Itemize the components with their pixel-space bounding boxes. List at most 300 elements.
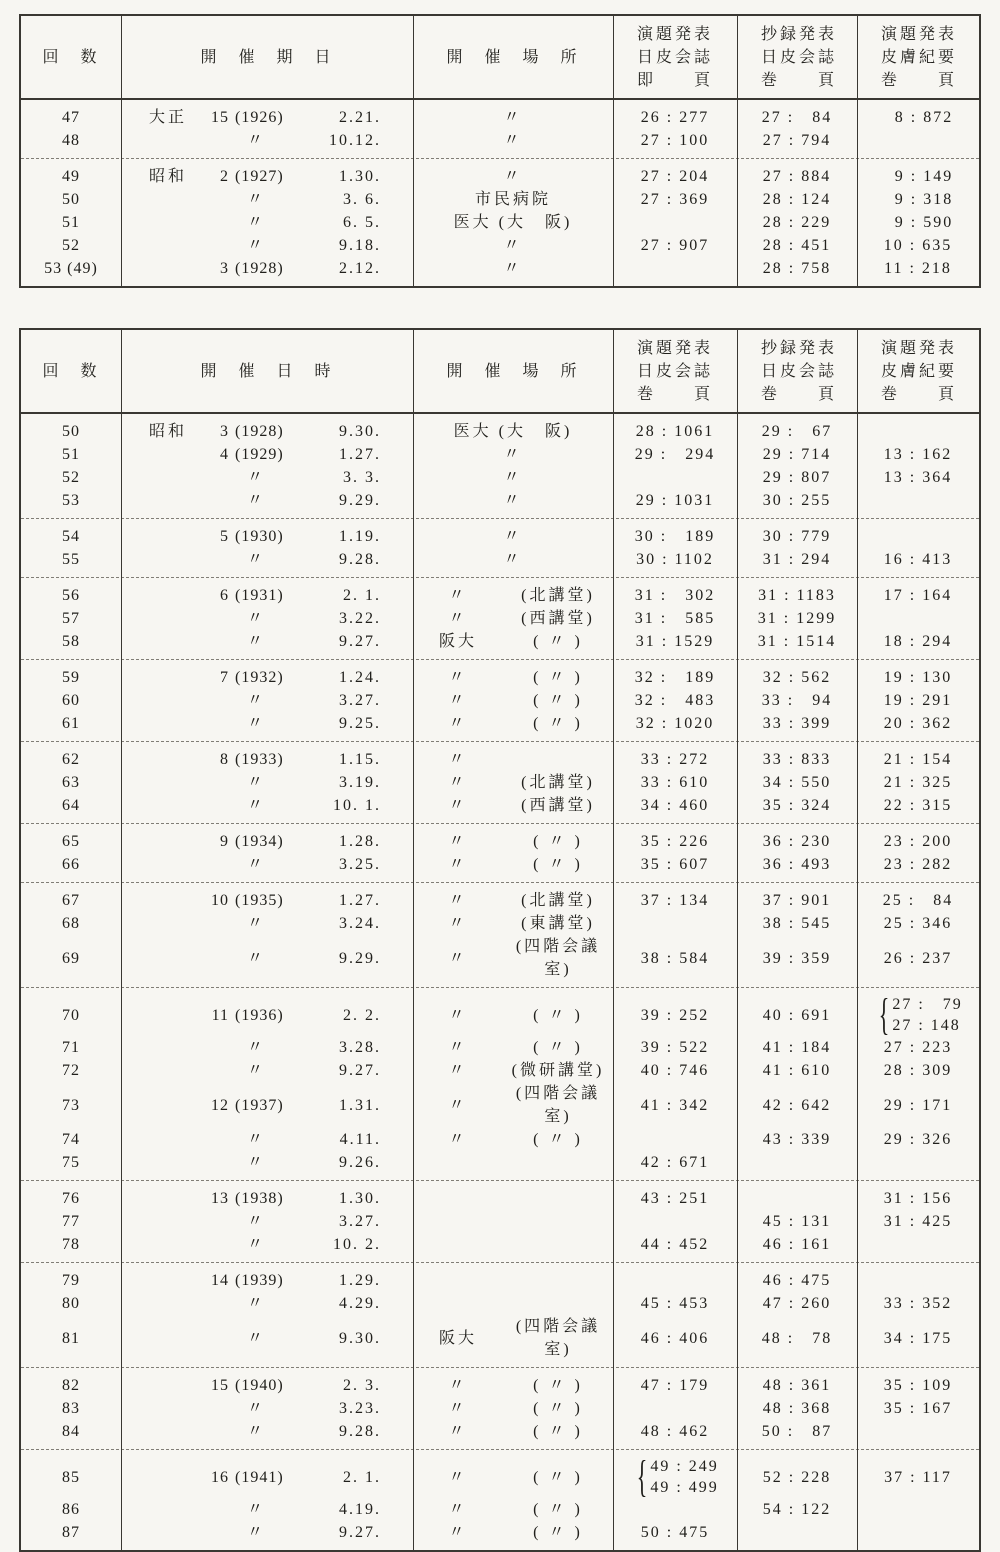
page-ref: 46 : 161 — [762, 1236, 832, 1253]
venue-mark: 阪大 — [438, 1329, 477, 1347]
cell-endai-hifukiyo — [857, 990, 979, 1040]
cell-date — [121, 584, 413, 607]
header-label: 皮膚紀要 — [881, 48, 958, 66]
cell-endai-hifukiyo — [857, 607, 979, 630]
page-ref: 43 : 251 — [640, 1190, 710, 1207]
cell-endai-nisshi — [613, 830, 737, 853]
date-value: 6. 5. — [337, 214, 381, 231]
year-paren: 〃 — [247, 1039, 264, 1056]
page-ref: 34 : 550 — [762, 774, 832, 791]
venue-hall: (四階会議室) — [515, 1318, 601, 1358]
year-paren: (1941) — [235, 1468, 284, 1486]
venue-mark: 〃 — [448, 1423, 468, 1440]
cell-endai-nisshi — [613, 1420, 737, 1443]
page-ref: 49 : 249 — [650, 1458, 719, 1475]
cell-endai-hifukiyo — [857, 1187, 979, 1210]
date-value: 1.28. — [333, 833, 381, 850]
page-ref: 48 : 78 — [761, 1329, 833, 1347]
meeting-number: 60 — [62, 692, 80, 709]
cell-endai-nisshi — [613, 257, 737, 280]
cell-date — [121, 1397, 413, 1420]
cell-date — [121, 1521, 413, 1544]
cell-endai-hifukiyo — [857, 630, 979, 653]
cell-endai-nisshi — [613, 1498, 737, 1521]
meeting-number: 84 — [62, 1423, 80, 1440]
cell-endai-nisshi — [613, 748, 737, 771]
cell-venue — [413, 1151, 613, 1174]
page-ref: 41 : 610 — [762, 1062, 832, 1079]
page-ref: 38 : 584 — [640, 949, 710, 967]
header-label: 抄録発表 — [761, 25, 838, 43]
date-value: 2. 1. — [337, 587, 381, 604]
header-c6 — [857, 16, 979, 98]
venue-text: 〃 — [503, 551, 523, 568]
page-ref: 27 : 100 — [640, 132, 710, 149]
column-rule — [121, 330, 122, 1550]
cell-venue — [413, 712, 613, 735]
page-ref: 31 : 302 — [634, 587, 716, 604]
cell-no — [21, 548, 121, 571]
cell-endai-hifukiyo — [857, 257, 979, 280]
header-c1 — [21, 16, 121, 98]
meeting-number: 79 — [62, 1272, 80, 1289]
era-label: 昭和 — [149, 423, 188, 440]
page-ref: 16 : 413 — [883, 551, 953, 568]
meeting-number: 69 — [62, 949, 80, 967]
cell-no — [21, 748, 121, 771]
cell-no — [21, 889, 121, 912]
cell-endai-nisshi — [613, 1452, 737, 1502]
cell-date — [121, 912, 413, 935]
page-ref: 32 : 1020 — [635, 715, 715, 732]
cell-no — [21, 1456, 121, 1498]
cell-venue — [413, 584, 613, 607]
year-paren: 〃 — [247, 1295, 264, 1312]
cell-no — [21, 584, 121, 607]
venue-text: 医大 (大 阪) — [453, 423, 573, 440]
page-ref: 31 : 585 — [634, 610, 716, 627]
cell-no — [21, 1521, 121, 1544]
cell-no — [21, 106, 121, 129]
page-ref: 9 : 590 — [882, 214, 954, 231]
page-ref: 42 : 671 — [640, 1154, 710, 1171]
cell-venue — [413, 1233, 613, 1256]
cell-endai-nisshi — [613, 1036, 737, 1059]
cell-date — [121, 466, 413, 489]
page-ref: 41 : 342 — [640, 1096, 710, 1114]
year-paren: 〃 — [247, 915, 264, 932]
cell-shoroku-nisshi — [737, 935, 857, 981]
venue-mark: 〃 — [448, 1062, 468, 1079]
date-value: 10. 2. — [333, 1236, 381, 1253]
page-ref: 32 : 189 — [634, 669, 716, 686]
cell-endai-nisshi — [613, 666, 737, 689]
row-group — [21, 987, 979, 1180]
cell-venue — [413, 420, 613, 443]
header-c3 — [413, 16, 613, 98]
page-ref: 32 : 483 — [634, 692, 716, 709]
header-label: 開 催 期 日 — [200, 48, 334, 66]
cell-endai-nisshi — [613, 607, 737, 630]
cell-date — [121, 1036, 413, 1059]
row-group — [21, 518, 979, 577]
meeting-number: 78 — [62, 1236, 80, 1253]
cell-endai-nisshi — [613, 889, 737, 912]
cell-endai-nisshi — [613, 1059, 737, 1082]
header-label: 日皮会誌 — [637, 362, 714, 380]
cell-venue — [413, 1498, 613, 1521]
venue-mark: 〃 — [448, 1377, 468, 1394]
cell-endai-nisshi — [613, 1233, 737, 1256]
year-number: 13 — [211, 1190, 229, 1207]
date-value: 3.22. — [333, 610, 381, 627]
venue-mark: 〃 — [448, 587, 468, 604]
page-ref: 47 : 260 — [762, 1295, 832, 1312]
cell-no — [21, 794, 121, 817]
page-ref: 33 : 94 — [761, 692, 833, 709]
cell-shoroku-nisshi — [737, 1082, 857, 1128]
page-ref: 26 : 277 — [640, 109, 710, 126]
page-ref: 40 : 746 — [640, 1062, 710, 1079]
year-paren: (1938) — [235, 1190, 284, 1207]
year-number: 11 — [211, 1006, 229, 1024]
cell-shoroku-nisshi — [737, 689, 857, 712]
cell-endai-hifukiyo — [857, 466, 979, 489]
page-ref: 27 : 223 — [883, 1039, 953, 1056]
cell-endai-nisshi — [613, 1082, 737, 1128]
cell-endai-hifukiyo — [857, 689, 979, 712]
cell-date — [121, 1151, 413, 1174]
page-ref: 21 : 154 — [883, 751, 953, 768]
cell-no — [21, 689, 121, 712]
year-paren: 〃 — [247, 237, 264, 254]
cell-shoroku-nisshi — [737, 548, 857, 571]
date-value: 2.21. — [333, 109, 381, 126]
cell-no — [21, 489, 121, 512]
cell-no — [21, 188, 121, 211]
page-ref: 25 : 346 — [883, 915, 953, 932]
cell-date — [121, 1082, 413, 1128]
cell-no — [21, 1292, 121, 1315]
cell-shoroku-nisshi — [737, 1420, 857, 1443]
year-paren: 〃 — [247, 1423, 264, 1440]
page-ref: 9 : 318 — [882, 191, 954, 208]
date-value: 3.19. — [333, 774, 381, 791]
page-ref: 32 : 562 — [762, 669, 832, 686]
page-ref: 31 : 1299 — [757, 610, 837, 627]
cell-no — [21, 1397, 121, 1420]
row-group — [21, 659, 979, 741]
meeting-table-taisho — [19, 14, 981, 288]
date-value: 3.28. — [333, 1039, 381, 1056]
meeting-number: 65 — [62, 833, 80, 850]
page-ref: 36 : 230 — [762, 833, 832, 850]
meeting-number: 66 — [62, 856, 80, 873]
row-group — [21, 158, 979, 286]
page-ref: 35 : 607 — [640, 856, 710, 873]
page-ref: 34 : 175 — [883, 1329, 953, 1347]
cell-date — [121, 1210, 413, 1233]
venue-hall: ( 〃 ) — [533, 1468, 583, 1486]
cell-no — [21, 420, 121, 443]
cell-no — [21, 1082, 121, 1128]
meeting-number: 85 — [62, 1468, 80, 1486]
row-group — [21, 577, 979, 659]
cell-date — [121, 1498, 413, 1521]
year-paren: 〃 — [247, 1501, 264, 1518]
year-paren: 〃 — [247, 692, 264, 709]
page-ref: 39 : 359 — [762, 949, 832, 967]
page-ref: 48 : 361 — [762, 1377, 832, 1394]
cell-date — [121, 1292, 413, 1315]
cell-no — [21, 912, 121, 935]
cell-endai-hifukiyo — [857, 211, 979, 234]
venue-hall: ( 〃 ) — [533, 1006, 583, 1024]
cell-no — [21, 1210, 121, 1233]
row-group — [21, 1262, 979, 1367]
year-number: 16 — [211, 1468, 229, 1486]
row-group — [21, 414, 979, 518]
page-ref: 10 : 635 — [883, 237, 953, 254]
header-label: 日皮会誌 — [761, 362, 838, 380]
venue-mark: 〃 — [448, 1131, 468, 1148]
year-paren: (1940) — [235, 1377, 284, 1394]
meeting-number: 55 — [62, 551, 80, 568]
date-value: 9.28. — [333, 551, 381, 568]
cell-endai-nisshi — [613, 466, 737, 489]
header-c5 — [737, 16, 857, 98]
venue-mark: 〃 — [448, 1524, 468, 1541]
year-paren: 〃 — [247, 1329, 264, 1347]
cell-endai-nisshi — [613, 129, 737, 152]
page-ref: 38 : 545 — [762, 915, 832, 932]
cell-no — [21, 165, 121, 188]
cell-endai-hifukiyo — [857, 165, 979, 188]
year-paren: (1931) — [235, 587, 284, 604]
cell-endai-nisshi — [613, 234, 737, 257]
cell-venue — [413, 994, 613, 1036]
date-value: 9.26. — [333, 1154, 381, 1171]
cell-endai-hifukiyo — [857, 1292, 979, 1315]
year-number: 12 — [211, 1096, 229, 1114]
cell-no — [21, 211, 121, 234]
year-paren: 〃 — [247, 1213, 264, 1230]
date-value: 1.30. — [333, 168, 381, 185]
page-ref: 29 : 714 — [762, 446, 832, 463]
page-ref: 31 : 156 — [883, 1190, 953, 1207]
page-ref: 29 : 807 — [762, 469, 832, 486]
cell-venue — [413, 630, 613, 653]
column-rule — [737, 330, 738, 1550]
cell-venue — [413, 853, 613, 876]
cell-date — [121, 165, 413, 188]
cell-venue — [413, 1456, 613, 1498]
year-paren: 〃 — [247, 774, 264, 791]
header-label: 演題発表 — [637, 25, 714, 43]
meeting-number: 63 — [62, 774, 80, 791]
venue-mark: 〃 — [448, 1006, 468, 1024]
cell-date — [121, 234, 413, 257]
page-ref: 27 : 884 — [762, 168, 832, 185]
meeting-number: 53 (49) — [44, 260, 98, 277]
cell-no — [21, 1420, 121, 1443]
header-c4 — [613, 16, 737, 98]
cell-no — [21, 466, 121, 489]
cell-shoroku-nisshi — [737, 1187, 857, 1210]
meeting-number: 74 — [62, 1131, 80, 1148]
venue-mark: 〃 — [448, 833, 468, 850]
cell-shoroku-nisshi — [737, 584, 857, 607]
cell-no — [21, 1036, 121, 1059]
venue-text: 〃 — [503, 446, 523, 463]
year-number: 4 — [220, 446, 229, 463]
cell-date — [121, 489, 413, 512]
year-paren: (1935) — [235, 892, 284, 909]
cell-shoroku-nisshi — [737, 1397, 857, 1420]
year-paren: (1929) — [235, 446, 284, 463]
meeting-number: 82 — [62, 1377, 80, 1394]
date-value: 1.24. — [333, 669, 381, 686]
cell-venue — [413, 525, 613, 548]
cell-endai-nisshi — [613, 489, 737, 512]
date-value: 2.12. — [333, 260, 381, 277]
cell-endai-nisshi — [613, 106, 737, 129]
page-ref: 35 : 324 — [762, 797, 832, 814]
cell-endai-nisshi — [613, 1269, 737, 1292]
page-ref: 20 : 362 — [883, 715, 953, 732]
cell-venue — [413, 129, 613, 152]
date-value: 4.11. — [333, 1131, 381, 1148]
cell-date — [121, 1059, 413, 1082]
meeting-table-showa — [19, 328, 981, 1552]
cell-shoroku-nisshi — [737, 771, 857, 794]
meeting-number: 51 — [62, 446, 80, 463]
cell-date — [121, 771, 413, 794]
venue-text: 〃 — [503, 109, 523, 126]
cell-endai-hifukiyo — [857, 794, 979, 817]
header-label: 巻 頁 — [881, 71, 958, 89]
cell-shoroku-nisshi — [737, 1456, 857, 1498]
cell-date — [121, 630, 413, 653]
era-label: 昭和 — [149, 168, 188, 185]
page-ref: 35 : 167 — [883, 1400, 953, 1417]
cell-date — [121, 1420, 413, 1443]
cell-no — [21, 1151, 121, 1174]
year-paren: 〃 — [247, 949, 264, 967]
column-rule — [121, 16, 122, 286]
cell-endai-nisshi — [613, 1521, 737, 1544]
meeting-number: 77 — [62, 1213, 80, 1230]
venue-mark: 〃 — [448, 751, 468, 768]
venue-hall: (北講堂) — [521, 587, 595, 604]
cell-venue — [413, 548, 613, 571]
cell-venue — [413, 188, 613, 211]
date-value: 1.30. — [333, 1190, 381, 1207]
meeting-number: 61 — [62, 715, 80, 732]
page-ref: 50 : 475 — [640, 1524, 710, 1541]
date-value: 3.27. — [333, 1213, 381, 1230]
date-value: 3.25. — [333, 856, 381, 873]
meeting-number: 64 — [62, 797, 80, 814]
cell-endai-hifukiyo — [857, 1210, 979, 1233]
cell-endai-nisshi — [613, 935, 737, 981]
page-ref: 19 : 130 — [883, 669, 953, 686]
year-paren: 〃 — [247, 856, 264, 873]
cell-date — [121, 257, 413, 280]
venue-text: 〃 — [503, 492, 523, 509]
cell-endai-nisshi — [613, 1374, 737, 1397]
cell-endai-nisshi — [613, 912, 737, 935]
venue-hall: ( 〃 ) — [533, 1501, 583, 1518]
cell-venue — [413, 1269, 613, 1292]
venue-mark: 阪大 — [438, 633, 477, 650]
cell-endai-nisshi — [613, 548, 737, 571]
cell-shoroku-nisshi — [737, 794, 857, 817]
date-value: 9.27. — [333, 633, 381, 650]
venue-text: 市民病院 — [474, 191, 551, 208]
cell-date — [121, 443, 413, 466]
cell-endai-hifukiyo — [857, 1269, 979, 1292]
meeting-number: 76 — [62, 1190, 80, 1207]
cell-no — [21, 1269, 121, 1292]
header-label: 即 頁 — [637, 71, 714, 89]
page-ref: 49 : 499 — [650, 1479, 719, 1496]
header-c4 — [613, 330, 737, 412]
cell-no — [21, 666, 121, 689]
page-ref: 29 : 326 — [883, 1131, 953, 1148]
year-paren: 〃 — [247, 1131, 264, 1148]
cell-endai-hifukiyo — [857, 420, 979, 443]
cell-date — [121, 211, 413, 234]
row-group — [21, 100, 979, 158]
cell-endai-nisshi — [613, 1128, 737, 1151]
venue-hall: (北講堂) — [521, 774, 595, 791]
cell-shoroku-nisshi — [737, 1315, 857, 1361]
cell-date — [121, 853, 413, 876]
page-ref: 41 : 184 — [762, 1039, 832, 1056]
cell-date — [121, 1456, 413, 1498]
cell-venue — [413, 1397, 613, 1420]
header-label: 巻 頁 — [881, 385, 958, 403]
meeting-number: 52 — [62, 237, 80, 254]
cell-endai-hifukiyo — [857, 935, 979, 981]
cell-venue — [413, 466, 613, 489]
meeting-number: 72 — [62, 1062, 80, 1079]
cell-shoroku-nisshi — [737, 234, 857, 257]
header-label: 演題発表 — [881, 25, 958, 43]
brace-glyph: { — [636, 1452, 649, 1502]
cell-no — [21, 994, 121, 1036]
cell-endai-hifukiyo — [857, 584, 979, 607]
cell-endai-hifukiyo — [857, 1456, 979, 1498]
venue-hall: (西講堂) — [521, 610, 595, 627]
cell-date — [121, 525, 413, 548]
page-ref: 8 : 872 — [882, 109, 954, 126]
cell-no — [21, 129, 121, 152]
year-number: 7 — [220, 669, 229, 686]
page-ref: 26 : 237 — [883, 949, 953, 967]
cell-no — [21, 607, 121, 630]
meeting-number: 86 — [62, 1501, 80, 1518]
row-group — [21, 882, 979, 987]
date-value: 1.27. — [333, 892, 381, 909]
date-value: 1.31. — [333, 1096, 381, 1114]
cell-endai-nisshi — [613, 1151, 737, 1174]
date-value: 9.30. — [333, 423, 381, 440]
year-number: 10 — [211, 892, 229, 909]
venue-mark: 〃 — [448, 892, 468, 909]
cell-date — [121, 1374, 413, 1397]
